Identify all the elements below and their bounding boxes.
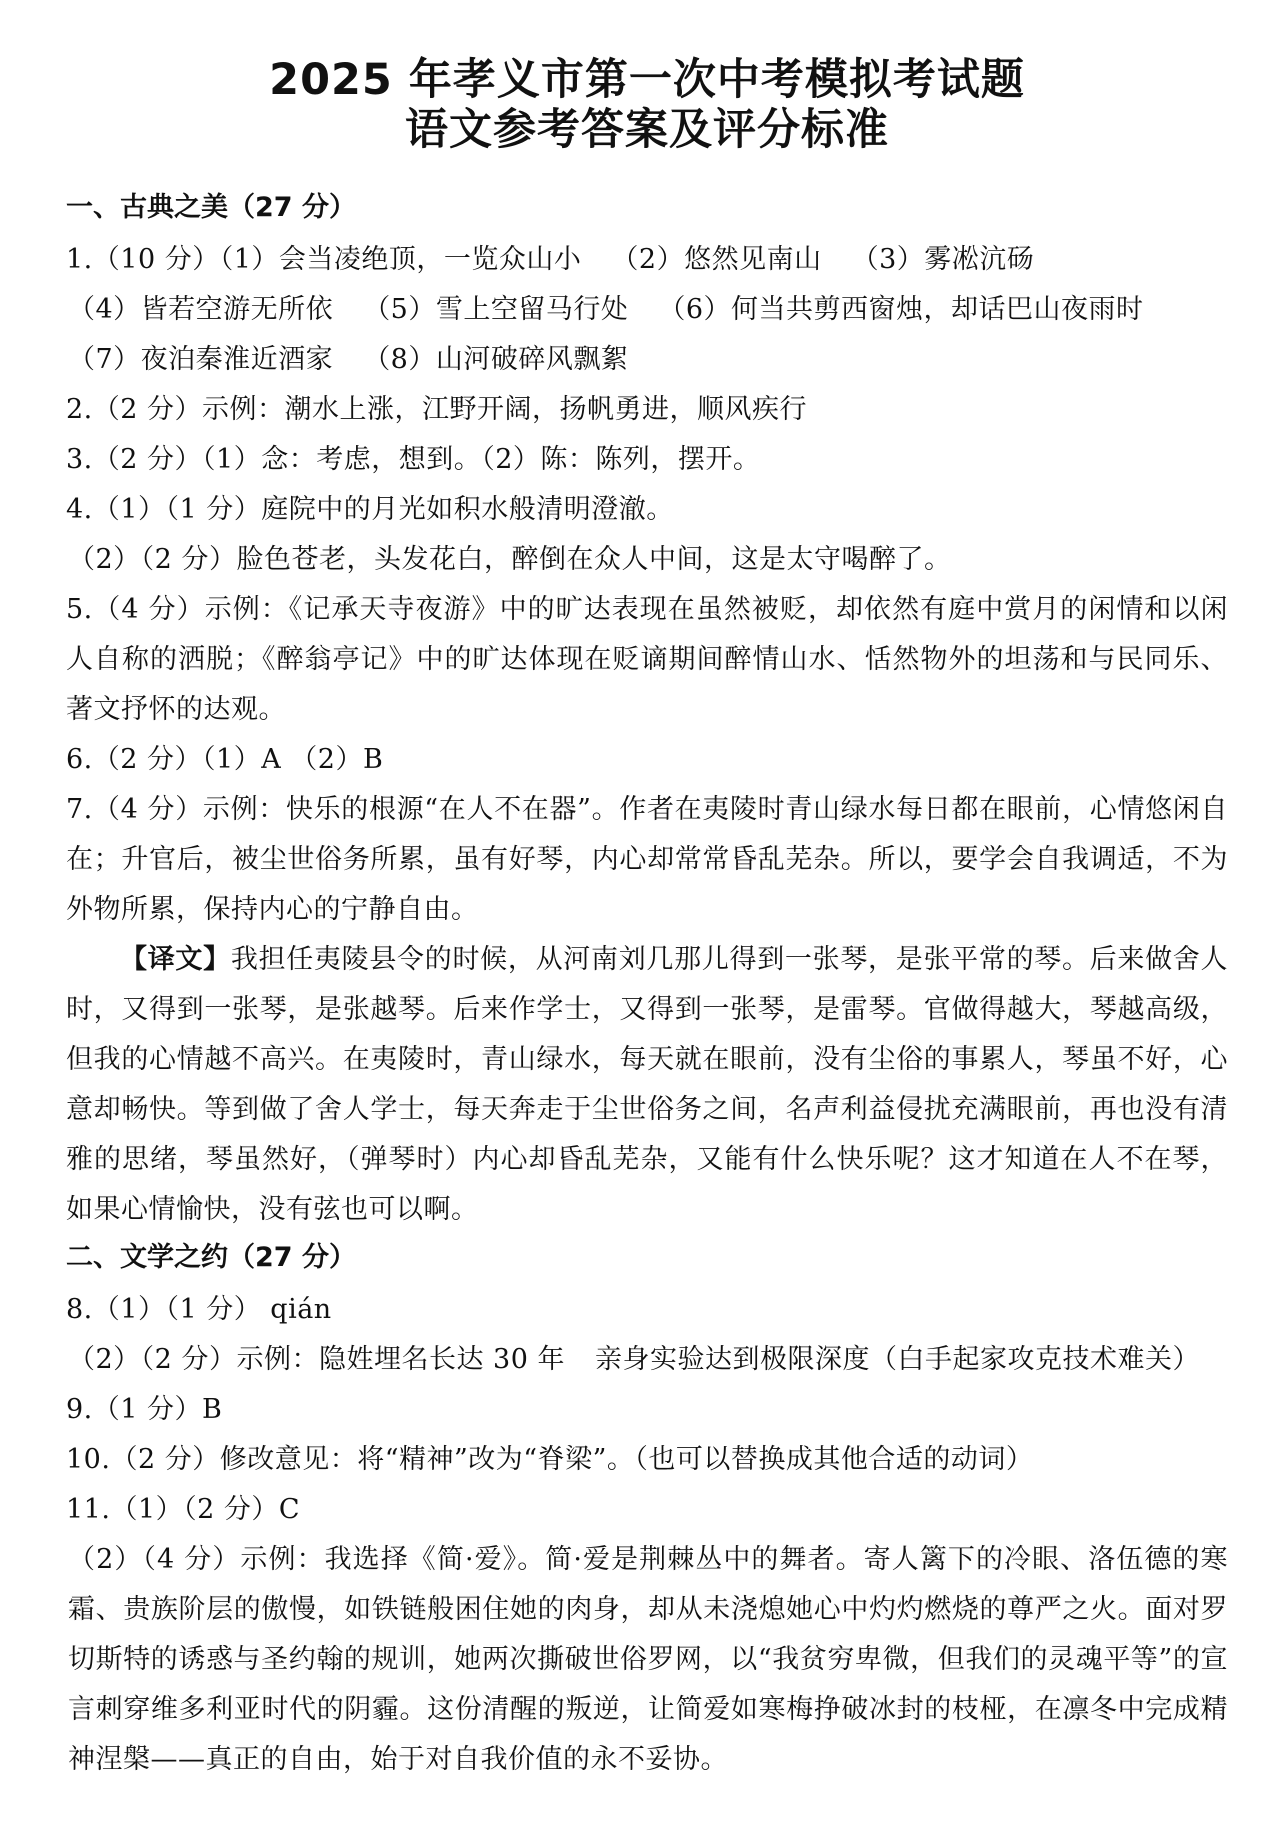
q1-answer-2: （2）悠然见南山 bbox=[611, 244, 822, 275]
q1-head: 1.（10 分）（1）会当凌绝顶，一览众山小 bbox=[66, 244, 582, 275]
q4-answer-1: 4.（1）（1 分）庭院中的月光如积水般清明澄澈。 bbox=[66, 494, 674, 525]
section-heading-literature: 二、文学之约（27 分） bbox=[66, 1242, 356, 1273]
q1-line-3 bbox=[66, 335, 1228, 385]
q8-example-1: （2）（2 分）示例：隐姓埋名长达 30 年 bbox=[68, 1344, 565, 1375]
q9-answer: 9.（1 分）B bbox=[66, 1394, 223, 1425]
translation-label: 【译文】 bbox=[120, 944, 231, 975]
q1-answer-3: （3）雾凇沆砀 bbox=[851, 244, 1035, 275]
q1-answer-7: （7）夜泊秦淮近酒家 bbox=[68, 344, 334, 375]
translation-text: 我担任夷陵县令的时候，从河南刘几那儿得到一张琴，是张平常的琴。后来做舍人时，又得到一张琴，是张越琴。后来作学士，又得到一张琴，是雷琴。官做得越大，琴越高级，但我的心情越不高兴。在夷陵时，青山绿水，每天就在眼前，没有尘俗的事累人，琴虽不好，心意却畅快。等到做了舍人学士，每天奔走于尘世俗务之间，名声利益侵扰充满眼前，再也没有清雅的思绪，琴虽然好，（弹琴时）内心却昏乱芜杂，又能有什么快乐呢？这才知道在人不在琴，如果心情愉快，没有弦也可以啊。 bbox=[66, 944, 1229, 1225]
q2-answer: 2.（2 分）示例：潮水上涨，江野开阔，扬帆勇进，顺风疾行 bbox=[66, 394, 808, 425]
translation-paragraph bbox=[66, 935, 1228, 1235]
q1-answer-5: （5）雪上空留马行处 bbox=[363, 294, 629, 325]
q8-answer-1: 8.（1）（1 分） qián bbox=[66, 1294, 332, 1325]
q1-line-2 bbox=[66, 285, 1228, 335]
q7-answer: 7.（4 分）示例：快乐的根源“在人不在器”。作者在夷陵时青山绿水每日都在眼前，心情悠闲自在；升官后，被尘世俗务所累，虽有好琴，内心却常常昏乱芜杂。所以，要学会自我调适，不为外物所累，保持内心的宁静自由。 bbox=[66, 794, 1228, 925]
page-title: 2025 年孝义市第一次中考模拟考试题 bbox=[269, 55, 1025, 105]
q3-answer: 3.（2 分）（1）念：考虑，想到。（2）陈：陈列，摆开。 bbox=[66, 444, 761, 475]
q8-example-2: 亲身实验达到极限深度（白手起家攻克技术难关） bbox=[594, 1344, 1200, 1375]
q1-line-1 bbox=[66, 235, 1228, 285]
page-subtitle: 语文参考答案及评分标准 bbox=[405, 105, 889, 155]
q10-answer: 10.（2 分）修改意见：将“精神”改为“脊梁”。（也可以替换成其他合适的动词） bbox=[66, 1444, 1034, 1475]
q6-answer: 6.（2 分）（1）A （2）B bbox=[66, 744, 384, 775]
q4-answer-2: （2）（2 分）脸色苍老，头发花白，醉倒在众人中间，这是太守喝醉了。 bbox=[68, 544, 952, 575]
q11-answer-2: （2）（4 分）示例：我选择《简·爱》。简·爱是荆棘丛中的舞者。寄人篱下的冷眼、洛伍德的寒霜、贵族阶层的傲慢，如铁链般困住她的肉身，却从未浇熄她心中灼灼燃烧的尊严之火。面对罗切斯特的诱惑与圣约翰的规训，她两次撕破世俗罗网，以“我贫穷卑微，但我们的灵魂平等”的宣言刺穿维多利亚时代的阴霾。这份清醒的叛逆，让简爱如寒梅挣破冰封的枝桠，在凛冬中完成精神涅槃——真正的自由，始于对自我价值的永不妥协。 bbox=[68, 1544, 1228, 1775]
q1-answer-4: （4）皆若空游无所依 bbox=[68, 294, 334, 325]
q11-answer-1: 11.（1）（2 分）C bbox=[66, 1494, 301, 1525]
q8-answer-2 bbox=[66, 1335, 1228, 1385]
section-heading-classical: 一、古典之美（27 分） bbox=[66, 192, 356, 223]
q5-answer: 5.（4 分）示例：《记承天寺夜游》中的旷达表现在虽然被贬，却依然有庭中赏月的闲情和以闲人自称的洒脱；《醉翁亭记》中的旷达体现在贬谪期间醉情山水、恬然物外的坦荡和与民同乐、著文抒怀的达观。 bbox=[66, 594, 1228, 725]
q1-answer-6: （6）何当共剪西窗烛，却话巴山夜雨时 bbox=[658, 294, 1144, 325]
q1-answer-8: （8）山河破碎风飘絮 bbox=[363, 344, 629, 375]
